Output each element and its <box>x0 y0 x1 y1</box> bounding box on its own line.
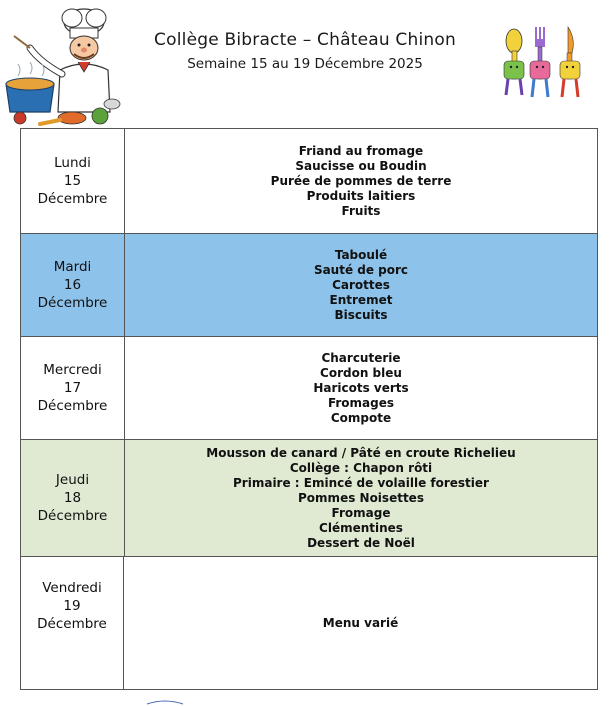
menu-row-lundi <box>21 129 597 234</box>
menu-item: Cordon bleu <box>320 365 402 380</box>
day-cell <box>21 234 125 336</box>
day-name: Mercredi <box>43 362 102 378</box>
menu-items-cell <box>125 440 597 556</box>
menu-item: Produits laitiers <box>306 188 416 203</box>
day-date: 17 <box>63 380 82 396</box>
day-month: Décembre <box>37 508 108 524</box>
day-name: Mardi <box>53 259 92 275</box>
menu-item: Dessert de Noël <box>307 535 415 550</box>
menu-item: Entremet <box>329 292 393 307</box>
week-subtitle: Semaine 15 au 19 Décembre 2025 <box>187 56 423 72</box>
day-month: Décembre <box>37 191 108 207</box>
menu-item: Sauté de porc <box>313 262 409 277</box>
menu-item: Menu varié <box>322 615 399 630</box>
menu-row-mercredi <box>21 337 597 440</box>
menu-item: Collège : Chapon rôti <box>289 460 433 475</box>
day-name: Lundi <box>54 155 91 171</box>
menu-items-cell <box>125 129 597 233</box>
menu-item: Haricots verts <box>313 380 409 395</box>
menu-item: Carottes <box>332 277 390 292</box>
menu-item: Fromages <box>327 395 395 410</box>
day-month: Décembre <box>37 295 108 311</box>
weekly-menu-table <box>20 128 598 690</box>
day-month: Décembre <box>37 398 108 414</box>
menu-items-cell <box>125 234 597 336</box>
day-cell <box>21 557 124 689</box>
day-name: Jeudi <box>55 472 90 488</box>
menu-item: Mousson de canard / Pâté en croute Richelieu <box>206 445 516 460</box>
menu-item: Pommes Noisettes <box>298 490 424 505</box>
menu-item: Friand au fromage <box>298 143 424 158</box>
day-cell <box>21 129 125 233</box>
menu-item: Taboulé <box>334 247 388 262</box>
day-date: 15 <box>63 173 82 189</box>
chef-illustration <box>0 0 122 130</box>
menu-item: Primaire : Emincé de volaille forestier <box>233 475 489 490</box>
day-cell <box>21 337 125 439</box>
cutlery-kids-illustration <box>490 25 594 105</box>
day-cell <box>21 440 125 556</box>
menu-item: Purée de pommes de terre <box>270 173 452 188</box>
page-header <box>120 30 490 72</box>
day-date: 18 <box>63 490 82 506</box>
menu-item: Fromage <box>331 505 391 520</box>
menu-row-mardi <box>21 234 597 337</box>
page-title: Collège Bibracte – Château Chinon <box>154 30 456 50</box>
menu-item: Clémentines <box>319 520 403 535</box>
menu-row-vendredi <box>21 557 597 689</box>
day-date: 16 <box>63 277 82 293</box>
menu-row-jeudi <box>21 440 597 557</box>
menu-items-cell <box>125 337 597 439</box>
menu-item: Compote <box>330 410 392 425</box>
menu-item: Saucisse ou Boudin <box>295 158 427 173</box>
menu-items-cell <box>124 557 597 689</box>
menu-item: Fruits <box>341 203 381 218</box>
day-name: Vendredi <box>42 580 102 596</box>
day-date: 19 <box>63 598 81 614</box>
menu-item: Charcuterie <box>321 350 401 365</box>
day-month: Décembre <box>37 616 107 632</box>
menu-item: Biscuits <box>334 307 388 322</box>
